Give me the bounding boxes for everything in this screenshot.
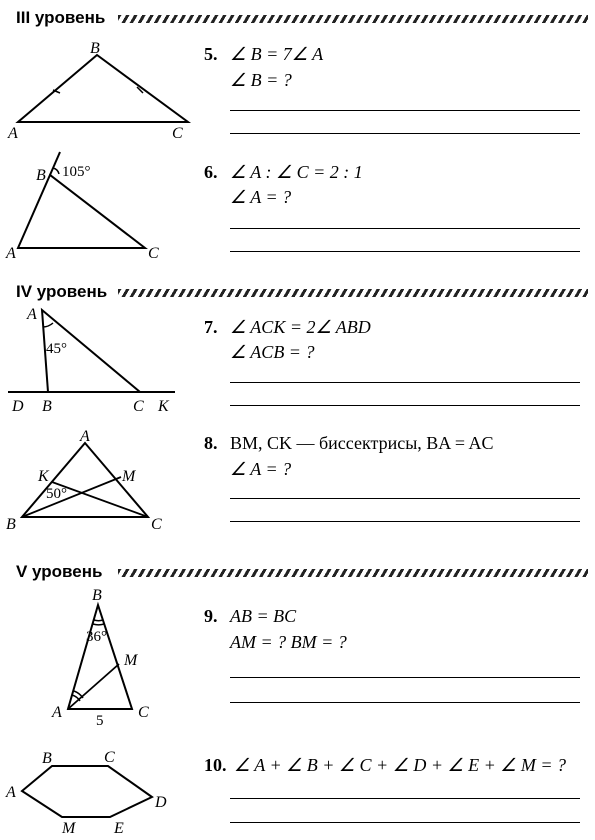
problem-condition: ∠ A + ∠ B + ∠ C + ∠ D + ∠ E + ∠ M = ? <box>234 755 567 775</box>
vertex-label-d: D <box>155 794 167 811</box>
vertex-label-c: C <box>104 749 115 766</box>
angle-label: 36° <box>86 629 107 645</box>
problem-question: ∠ A = ? <box>230 459 292 479</box>
vertex-label-d: D <box>12 398 24 415</box>
vertex-label-a: A <box>52 704 62 721</box>
problem-number: 7. <box>204 317 218 337</box>
vertex-label-a: A <box>27 306 37 323</box>
figure-6 <box>0 150 200 265</box>
figure-9 <box>0 585 200 730</box>
figure-5 <box>0 40 200 140</box>
heading-divider <box>118 15 588 23</box>
answer-line <box>230 405 580 406</box>
vertex-label-c: C <box>138 704 149 721</box>
problem-question: AM = ? BM = ? <box>230 632 347 652</box>
vertex-label-b: B <box>92 587 102 604</box>
heading-divider <box>118 289 588 297</box>
figure-8 <box>0 425 200 540</box>
problem-condition: ∠ B = 7∠ A <box>230 44 324 64</box>
vertex-label-m: M <box>62 820 76 837</box>
answer-line <box>230 798 580 799</box>
answer-line <box>230 822 580 823</box>
side-length-label: 5 <box>96 713 104 729</box>
figure-10 <box>0 745 200 840</box>
level-heading: V уровень <box>16 562 103 581</box>
angle-label: 45° <box>46 341 67 357</box>
vertex-label-b: B <box>42 398 52 415</box>
vertex-label-a: A <box>6 784 16 801</box>
problem-number: 6. <box>204 162 218 182</box>
answer-line <box>230 521 580 522</box>
answer-line <box>230 382 580 383</box>
answer-line <box>230 110 580 111</box>
vertex-label-m: M <box>124 652 138 669</box>
vertex-label-b: B <box>90 40 100 57</box>
problem-number: 5. <box>204 44 218 64</box>
answer-line <box>230 133 580 134</box>
vertex-label-m: M <box>122 468 136 485</box>
problem-condition: BM, CK — биссектрисы, BA = AC <box>230 433 494 453</box>
problem-question: ∠ ACB = ? <box>230 342 315 362</box>
vertex-label-b: B <box>6 516 16 533</box>
vertex-label-e: E <box>114 820 124 837</box>
vertex-label-c: C <box>151 516 162 533</box>
vertex-label-a: A <box>8 125 18 142</box>
vertex-label-b: B <box>42 750 52 767</box>
problem-question: ∠ A = ? <box>230 187 292 207</box>
vertex-label-a: A <box>6 245 16 262</box>
problem-question: ∠ B = ? <box>230 70 292 90</box>
figure-7 <box>0 305 200 415</box>
vertex-label-b: B <box>36 167 46 184</box>
level-heading: IV уровень <box>16 282 108 301</box>
problem-condition: AB = BC <box>230 606 297 626</box>
answer-line <box>230 677 580 678</box>
vertex-label-k: K <box>38 468 49 485</box>
problem-number: 10. <box>204 755 227 775</box>
angle-label: 50° <box>46 486 67 502</box>
angle-label: 105° <box>62 164 91 180</box>
vertex-label-k: K <box>158 398 169 415</box>
problem-number: 9. <box>204 606 218 626</box>
answer-line <box>230 702 580 703</box>
vertex-label-c: C <box>172 125 183 142</box>
vertex-label-a: A <box>80 428 90 445</box>
level-heading: III уровень <box>16 8 106 27</box>
problem-condition: ∠ A : ∠ C = 2 : 1 <box>230 162 363 182</box>
answer-line <box>230 228 580 229</box>
vertex-label-c: C <box>148 245 159 262</box>
heading-divider <box>118 569 588 577</box>
answer-line <box>230 498 580 499</box>
answer-line <box>230 251 580 252</box>
problem-condition: ∠ ACK = 2∠ ABD <box>230 317 371 337</box>
vertex-label-c: C <box>133 398 144 415</box>
problem-number: 8. <box>204 433 218 453</box>
